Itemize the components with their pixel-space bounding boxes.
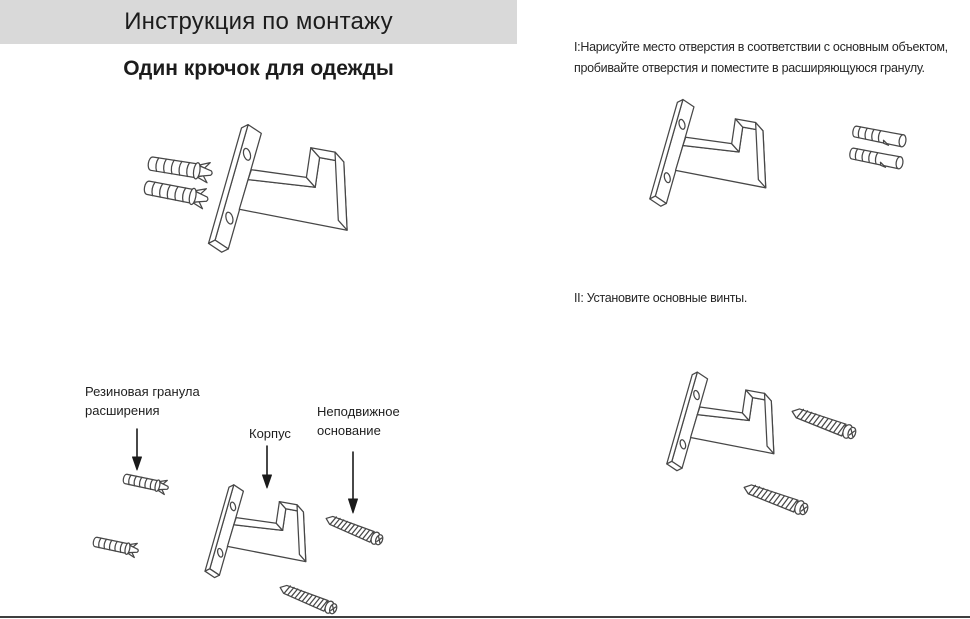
expansion-anchor-icon bbox=[92, 534, 140, 558]
label-hook-body: Корпус bbox=[249, 426, 291, 441]
wall-hook-icon bbox=[667, 372, 774, 471]
step-2-illustration bbox=[667, 372, 858, 517]
product-subtitle: Один крючок для одежды bbox=[123, 57, 394, 80]
label-fixed-base: Неподвижное основание bbox=[317, 404, 400, 438]
screw-icon bbox=[790, 405, 858, 441]
wall-hook-icon bbox=[650, 100, 766, 207]
main-hook-illustration bbox=[143, 125, 347, 253]
step-1-illustration bbox=[650, 100, 907, 207]
wall-hook-icon bbox=[209, 125, 348, 253]
screw-icon bbox=[742, 481, 810, 517]
step-1-line-1: I:Нарисуйте место отверстия в соответствии с основным объектом, bbox=[574, 40, 948, 54]
expansion-anchor-icon bbox=[143, 177, 210, 209]
expansion-anchor-icon bbox=[147, 153, 214, 183]
wall-hook-icon bbox=[205, 485, 306, 578]
down-arrow-head bbox=[349, 499, 358, 513]
parts-diagram bbox=[92, 429, 385, 616]
step-2-text: II: Установите основные винты. bbox=[574, 291, 747, 305]
page-title: Инструкция по монтажу bbox=[124, 8, 393, 35]
expansion-anchor-icon bbox=[852, 126, 907, 148]
screw-icon bbox=[278, 581, 339, 615]
expansion-anchor-icon bbox=[122, 471, 170, 495]
bottom-border bbox=[0, 616, 970, 618]
label-expansion-granule: Резиновая гранула расширения bbox=[85, 384, 200, 418]
down-arrow-head bbox=[133, 457, 142, 470]
label-arrows bbox=[133, 429, 358, 513]
expansion-anchor-icon bbox=[849, 148, 904, 170]
screw-icon bbox=[324, 512, 385, 546]
step-1-line-2: пробивайте отверстия и поместите в расширяющуюся гранулу. bbox=[574, 61, 925, 75]
down-arrow-head bbox=[263, 475, 272, 488]
